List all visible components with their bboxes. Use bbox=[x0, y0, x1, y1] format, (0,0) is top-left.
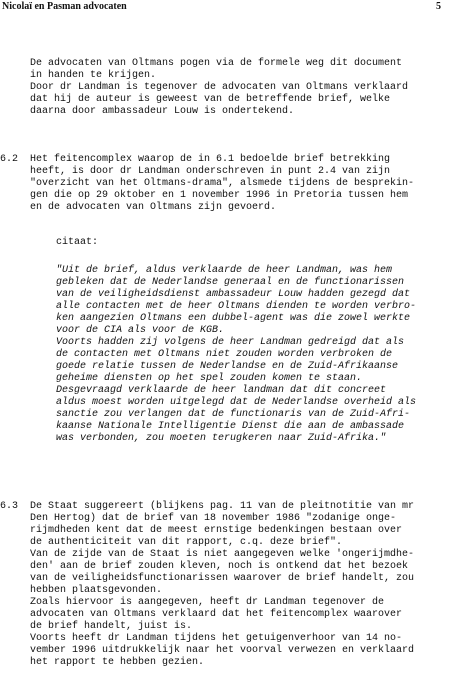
text-line: hebben plaatsgevonden. bbox=[30, 585, 163, 596]
quote-line: alle contacten met de heer Oltmans dienden te worden verbro- bbox=[56, 301, 417, 312]
text-line: De Staat suggereert (blijkens pag. 11 van de pleitnotitie van mr bbox=[30, 501, 415, 512]
section-number: 6.3 bbox=[0, 501, 19, 512]
citaat-label: citaat: bbox=[56, 237, 99, 248]
section-6-3-paragraph bbox=[30, 501, 414, 669]
quote-line: geheime diensten op het spel zouden komen te staan. bbox=[56, 373, 363, 384]
citaat-label-wrap bbox=[56, 237, 98, 249]
text-line: Den Hertog) dat de brief van 18 november 1986 "zodanige onge- bbox=[30, 513, 397, 524]
quote-line: van de veiligheidsdienst ambassadeur Louw hadden gezegd dat bbox=[56, 289, 411, 300]
text-line: vember 1996 uitdrukkelijk naar het voorval verwezen en verklaard bbox=[30, 645, 415, 656]
text-line: de brief handelt, juist is. bbox=[30, 621, 193, 632]
section-6-2-paragraph bbox=[30, 154, 414, 214]
text-line: daarna door ambassadeur Louw is ondertekend. bbox=[30, 106, 295, 117]
text-line: de authenticiteit van dit rapport, c.q. deze brief". bbox=[30, 537, 343, 548]
quote-line: goede relatie tussen de Nederlandse en de Zuid-Afrikaanse bbox=[56, 361, 399, 372]
text-line: "overzicht van het Oltmans-drama", alsmede tijdens de besprekin- bbox=[30, 178, 415, 189]
intro-paragraph bbox=[30, 58, 408, 118]
quote-line: de contacten met Oltmans niet zouden worden verbroken de bbox=[56, 349, 393, 360]
quote-line: voor de CIA als voor de KGB. bbox=[56, 325, 225, 336]
firm-name: Nicolaï en Pasman advocaten bbox=[2, 1, 127, 12]
text-line: in handen te krijgen. bbox=[30, 70, 157, 81]
quote-line: was verbonden, zou moeten terugkeren naar Zuid-Afrika." bbox=[56, 433, 387, 444]
quote-line: sanctie zou verlangen dat de functionaris van de Zuid-Afri- bbox=[56, 409, 411, 420]
page-number: 5 bbox=[436, 1, 441, 12]
text-line: van de veiligheidsfunctionarissen waarover de brief handelt, zou bbox=[30, 573, 415, 584]
text-line: gen die op 29 oktober en 1 november 1996 in Pretoria tussen hem bbox=[30, 190, 409, 201]
text-line: dat hij de auteur is geweest van de betreffende brief, welke bbox=[30, 94, 391, 105]
quote-line: gebleken dat de Nederlandse generaal en de functionarissen bbox=[56, 277, 405, 288]
section-number: 6.2 bbox=[0, 154, 19, 165]
quote-line: Desgevraagd verklaarde de heer landman dat dit concreet bbox=[56, 385, 387, 396]
page-header bbox=[0, 0, 450, 14]
text-line: rijmdheden kent dat de meest ernstige bedenkingen bestaan over bbox=[30, 525, 403, 536]
text-line: Van de zijde van de Staat is niet aangegeven welke 'ongerijmdhe- bbox=[30, 549, 415, 560]
text-line: Zoals hiervoor is aangegeven, heeft dr Landman tegenover de bbox=[30, 597, 385, 608]
quote-line: Voorts hadden zij volgens de heer Landman gedreigd dat als bbox=[56, 337, 405, 348]
quote-line: kaanse Nationale Intelligentie Dienst die aan de ambassade bbox=[56, 421, 405, 432]
text-line: Voorts heeft dr Landman tijdens het getuigenverhoor van 14 no- bbox=[30, 633, 403, 644]
quote-block bbox=[56, 265, 416, 445]
text-line: Door dr Landman is tegenover de advocaten van Oltmans verklaard bbox=[30, 82, 409, 93]
text-line: den' aan de brief zouden kleven, noch is ontkend dat het bezoek bbox=[30, 561, 409, 572]
text-line: het rapport te hebben gezien. bbox=[30, 657, 205, 668]
text-line: heeft, is door dr Landman onderschreven in punt 2.4 van zijn bbox=[30, 166, 391, 177]
text-line: Het feitencomplex waarop de in 6.1 bedoelde brief betrekking bbox=[30, 154, 391, 165]
quote-line: "Uit de brief, aldus verklaarde de heer Landman, was hem bbox=[56, 265, 393, 276]
text-line: en de advocaten van Oltmans zijn gevoerd. bbox=[30, 202, 277, 213]
text-line: De advocaten van Oltmans pogen via de formele weg dit document bbox=[30, 58, 403, 69]
quote-line: ken aangezien Oltmans een dubbel-agent was die zowel werkte bbox=[56, 313, 411, 324]
text-line: advocaten van Oltmans verklaard dat het feitencomplex waarover bbox=[30, 609, 403, 620]
quote-line: aldus moest worden uitgelegd dat de Nederlandse overheid als bbox=[56, 397, 417, 408]
